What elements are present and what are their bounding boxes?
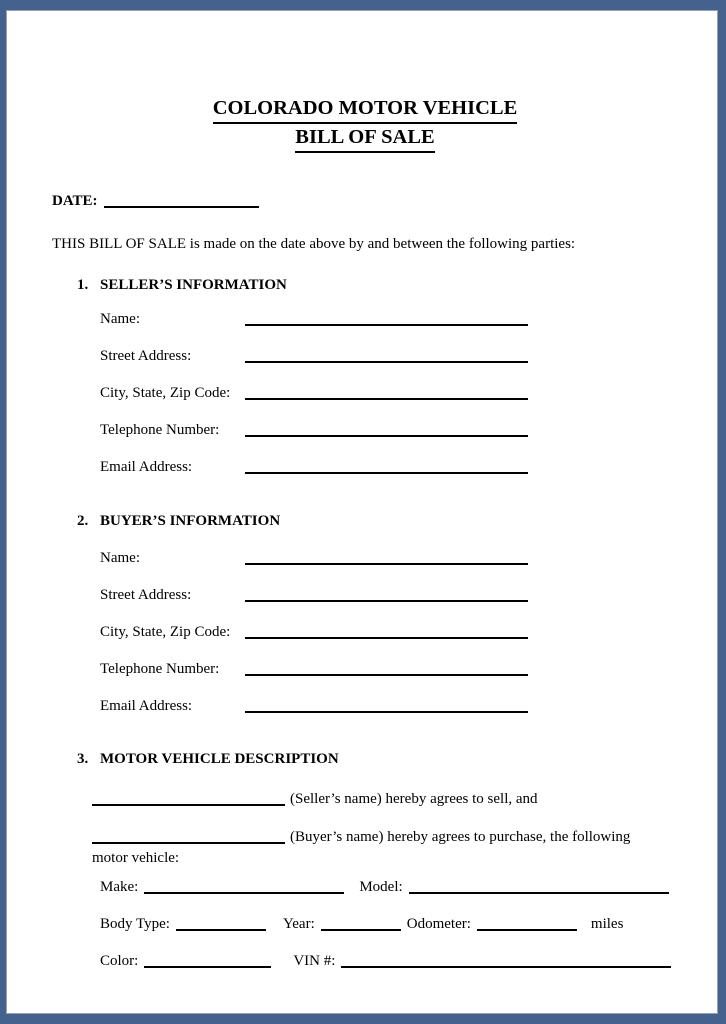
vehicle-section-title: MOTOR VEHICLE DESCRIPTION [100,751,339,767]
odometer-label: Odometer: [406,916,471,932]
seller-phone-row [100,420,678,441]
seller-phone-input-line[interactable] [245,435,528,437]
make-model-row [100,877,678,898]
buyer-name-row [100,548,678,569]
seller-name-row [100,309,678,330]
year-input-line[interactable] [321,929,401,931]
year-label: Year: [282,916,315,932]
model-input-line[interactable] [409,892,669,894]
seller-city-input-line[interactable] [245,398,528,400]
seller-email-row [100,457,678,478]
page-content [6,95,718,972]
vehicle-section-heading [77,749,678,770]
date-row [52,191,678,212]
seller-section-heading [77,275,678,296]
buyer-phone-input-line[interactable] [245,674,528,676]
seller-street-input-line[interactable] [245,361,528,363]
intro-paragraph: THIS BILL OF SALE is made on the date above by and between the following parties: [52,236,576,252]
buyer-section-number: 2. [77,513,89,529]
buyer-phone-label: Telephone Number: [100,661,220,677]
seller-section-title: SELLER’S INFORMATION [100,277,287,293]
buyer-street-row [100,585,678,606]
seller-name-label: Name: [100,311,140,327]
make-input-line[interactable] [144,892,344,894]
odometer-input-line[interactable] [477,929,577,931]
buyer-email-input-line[interactable] [245,711,528,713]
date-label: DATE: [52,193,98,209]
seller-name-input-line[interactable] [245,324,528,326]
body-type-label: Body Type: [100,916,170,932]
buyer-section-heading [77,511,678,532]
buyer-name-clause-input-line[interactable] [92,842,285,844]
seller-street-row [100,346,678,367]
title-line-2: BILL OF SALE [295,124,434,153]
document-title [52,95,678,153]
buyer-section-title: BUYER’S INFORMATION [100,513,281,529]
vehicle-section-number: 3. [77,751,89,767]
buyer-street-label: Street Address: [100,587,192,603]
miles-suffix: miles [590,916,624,932]
buyer-phone-row [100,659,678,680]
buyer-clause-text: (Buyer’s name) hereby agrees to purchase, the following [290,829,631,845]
buyer-agreement-clause [92,827,678,869]
body-type-input-line[interactable] [176,929,266,931]
title-line-1: COLORADO MOTOR VEHICLE [213,95,518,124]
buyer-city-label: City, State, Zip Code: [100,624,231,640]
color-label: Color: [100,953,139,969]
buyer-city-input-line[interactable] [245,637,528,639]
seller-city-label: City, State, Zip Code: [100,385,231,401]
vin-label: VIN #: [293,953,336,969]
color-input-line[interactable] [144,966,271,968]
buyer-name-label: Name: [100,550,140,566]
buyer-clause-continuation: motor vehicle: [92,850,180,866]
date-input-line[interactable] [104,206,259,208]
model-label: Model: [359,879,403,895]
seller-email-input-line[interactable] [245,472,528,474]
seller-street-label: Street Address: [100,348,192,364]
seller-name-clause-input-line[interactable] [92,804,285,806]
seller-phone-label: Telephone Number: [100,422,220,438]
color-vin-row [100,951,678,972]
buyer-street-input-line[interactable] [245,600,528,602]
seller-section-number: 1. [77,277,89,293]
buyer-city-row [100,622,678,643]
buyer-name-input-line[interactable] [245,563,528,565]
seller-agreement-clause [92,789,678,810]
make-label: Make: [100,879,139,895]
buyer-email-row [100,696,678,717]
seller-city-row [100,383,678,404]
seller-email-label: Email Address: [100,459,193,475]
vin-input-line[interactable] [341,966,671,968]
bodytype-year-odometer-row [100,914,678,935]
seller-clause-text: (Seller’s name) hereby agrees to sell, and [290,791,538,807]
buyer-email-label: Email Address: [100,698,193,714]
